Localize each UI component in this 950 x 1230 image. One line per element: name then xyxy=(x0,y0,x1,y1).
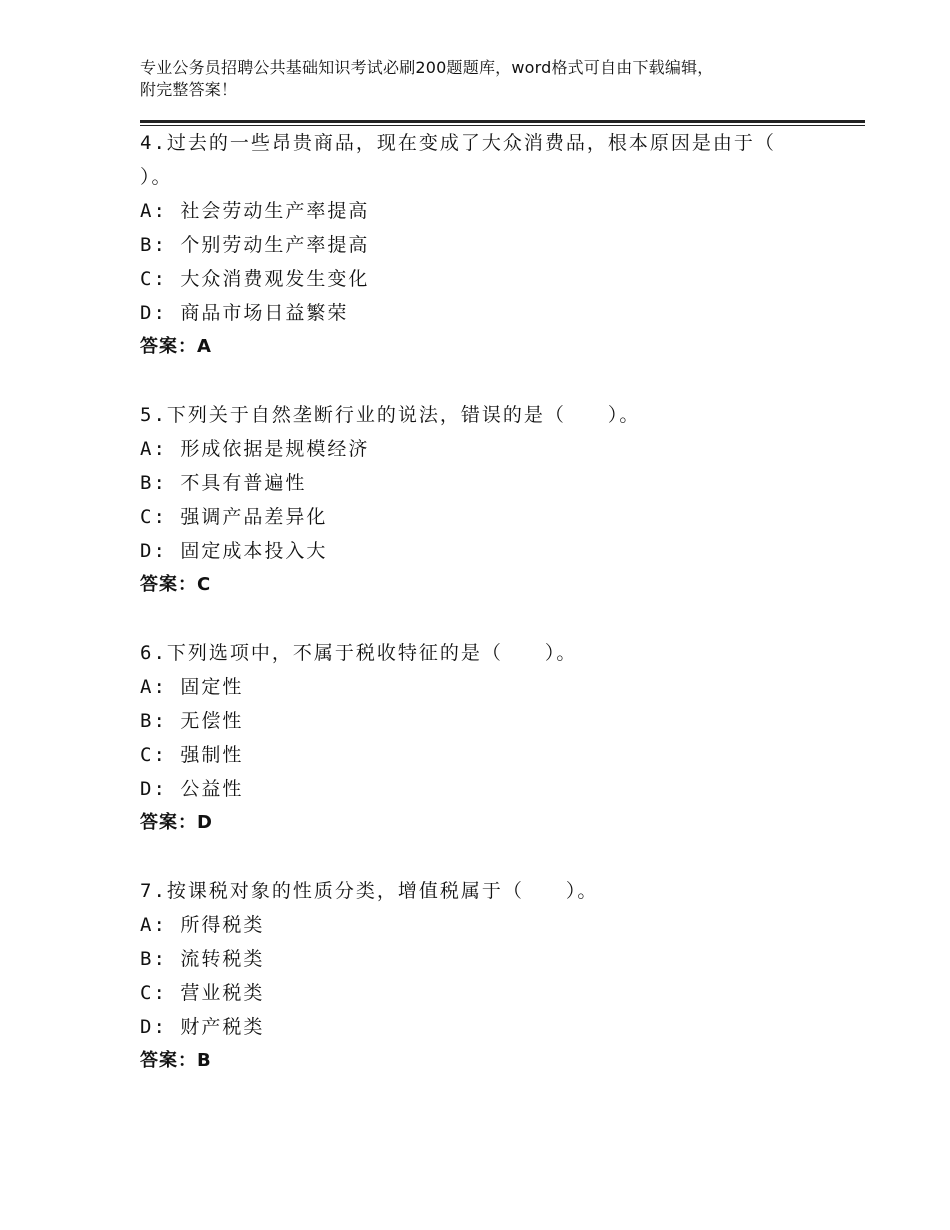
option-b: B: 个别劳动生产率提高 xyxy=(140,234,370,256)
option-a: A: 形成依据是规模经济 xyxy=(140,438,370,460)
option-c: C: 强调产品差异化 xyxy=(140,506,328,528)
document-header xyxy=(140,57,820,101)
question-stem: 6.下列选项中，不属于税收特征的是（ ）。 xyxy=(140,642,578,664)
option-d: D: 固定成本投入大 xyxy=(140,540,328,562)
option-a: A: 所得税类 xyxy=(140,914,265,936)
question-stem: 4.过去的一些昂贵商品，现在变成了大众消费品，根本原因是由于（ xyxy=(140,132,776,154)
option-a: A: 固定性 xyxy=(140,676,244,698)
question-stem: 7.按课税对象的性质分类，增值税属于（ ）。 xyxy=(140,880,599,902)
question-stem-continued: ）。 xyxy=(140,166,173,188)
answer-line: 答案：C xyxy=(140,574,212,595)
question-list xyxy=(140,126,840,1112)
option-d: D: 公益性 xyxy=(140,778,244,800)
question-5 xyxy=(140,398,840,602)
question-4 xyxy=(140,126,840,364)
answer-line: 答案：D xyxy=(140,812,213,833)
option-a: A: 社会劳动生产率提高 xyxy=(140,200,370,222)
header-line-1: 专业公务员招聘公共基础知识考试必刷200题题库，word格式可自由下载编辑， xyxy=(140,58,714,77)
header-divider-thick xyxy=(140,120,865,123)
answer-line: 答案：A xyxy=(140,336,212,357)
question-6 xyxy=(140,636,840,840)
header-line-2: 附完整答案！ xyxy=(140,80,238,99)
option-b: B: 不具有普遍性 xyxy=(140,472,307,494)
option-b: B: 流转税类 xyxy=(140,948,265,970)
option-b: B: 无偿性 xyxy=(140,710,244,732)
question-stem: 5.下列关于自然垄断行业的说法，错误的是（ ）。 xyxy=(140,404,641,426)
option-c: C: 营业税类 xyxy=(140,982,265,1004)
answer-line: 答案：B xyxy=(140,1050,212,1071)
option-d: D: 商品市场日益繁荣 xyxy=(140,302,349,324)
question-7 xyxy=(140,874,840,1078)
option-d: D: 财产税类 xyxy=(140,1016,265,1038)
option-c: C: 强制性 xyxy=(140,744,244,766)
option-c: C: 大众消费观发生变化 xyxy=(140,268,370,290)
